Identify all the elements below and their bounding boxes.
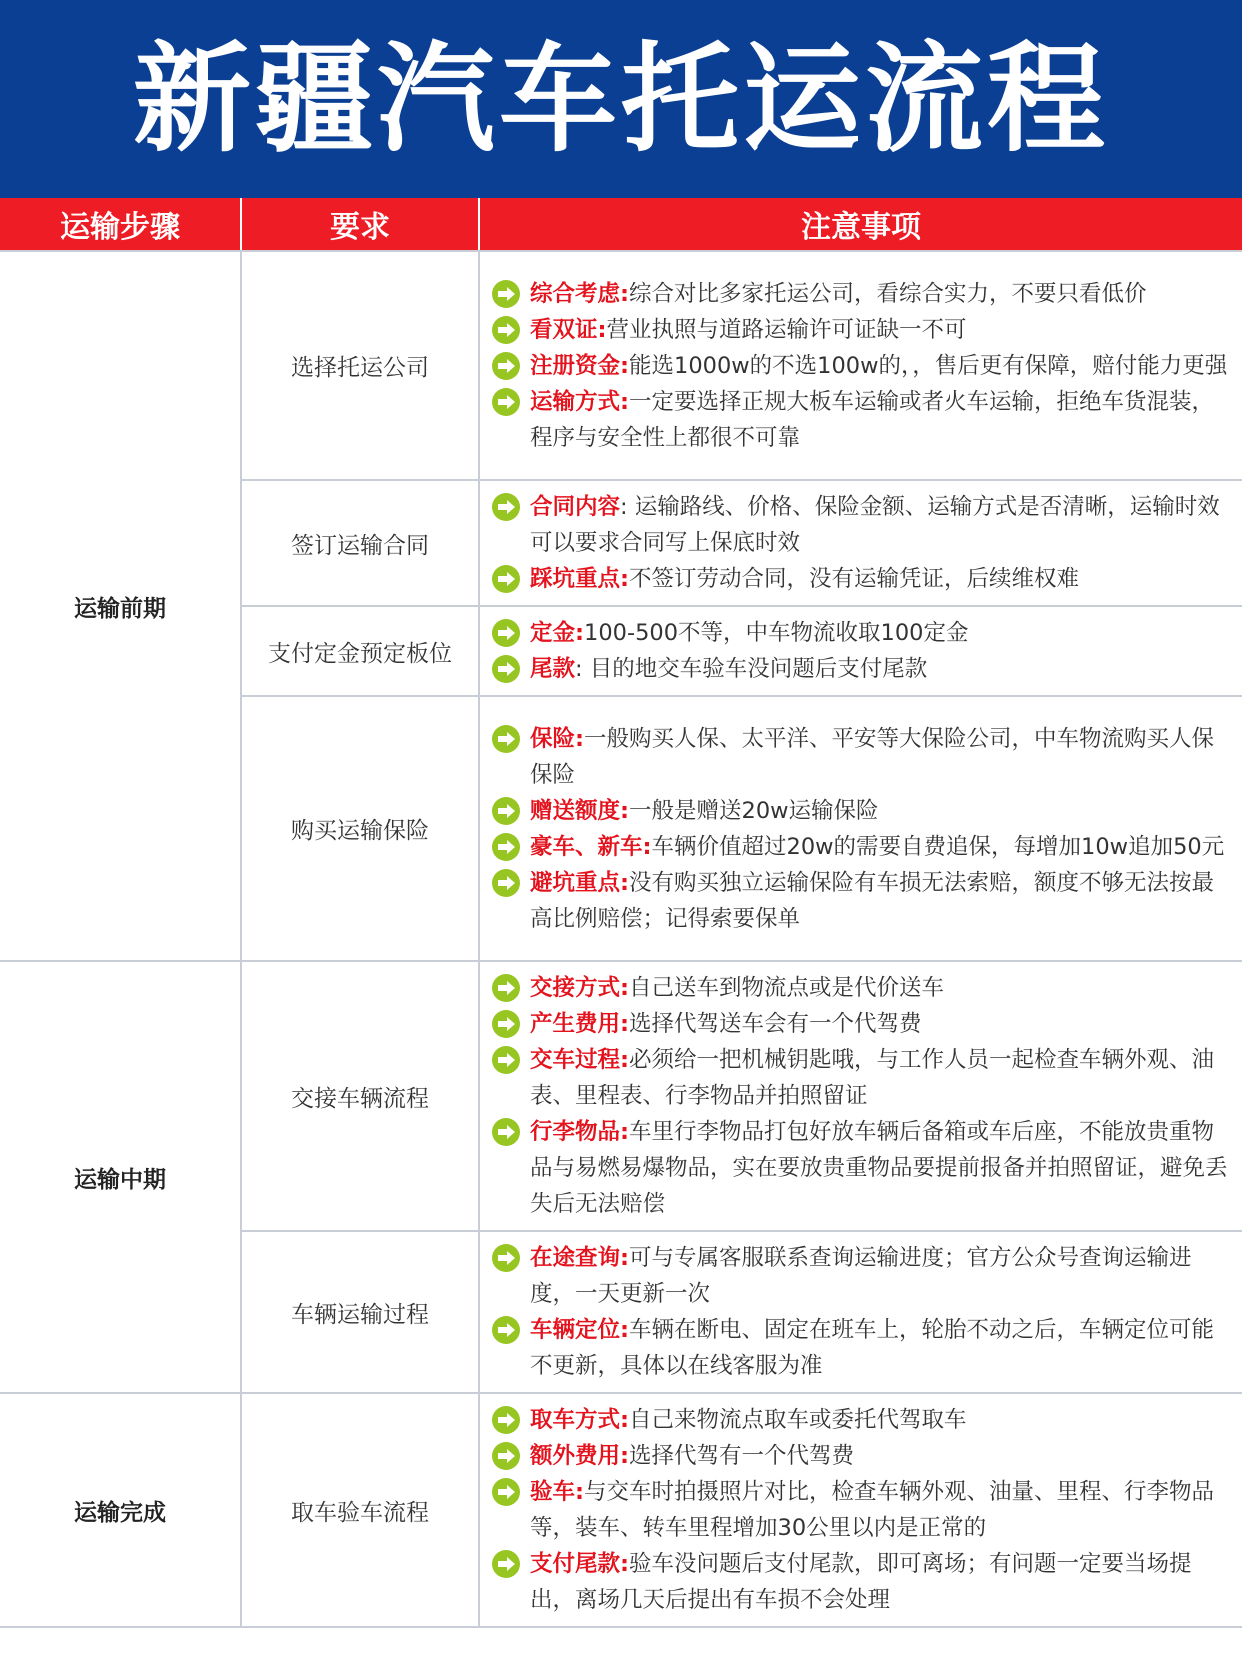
arrow-right-icon [492, 1316, 520, 1344]
note-label: 取车方式: [530, 1407, 629, 1433]
note-item [492, 1240, 1228, 1312]
arrow-right-icon [492, 655, 520, 683]
note-text [530, 970, 1228, 1006]
note-text [530, 489, 1228, 561]
note-item [492, 1474, 1228, 1546]
arrow-right-icon [492, 1244, 520, 1272]
note-label: 定金: [530, 620, 584, 646]
note-body: 能选1000w的不选100w的，，售后更有保障，赔付能力更强 [629, 352, 1228, 379]
note-text [530, 312, 1228, 348]
note-body: : 运输路线、价格、保险金额、运输方式是否清晰，运输时效可以要求合同写上保底时效 [530, 494, 1220, 556]
note-label: 支付尾款: [530, 1551, 629, 1577]
note-body: 一般购买人保、太平洋、平安等大保险公司，中车物流购买人保保险 [530, 725, 1215, 788]
requirement-cell: 签订运输合同 [241, 480, 479, 606]
arrow-right-icon [492, 352, 520, 380]
note-text [530, 1240, 1228, 1312]
arrow-right-icon [492, 280, 520, 308]
note-item [492, 1042, 1228, 1114]
note-text [530, 384, 1228, 456]
note-text [530, 1042, 1228, 1114]
note-body: 没有购买独立运输保险有车损无法索赔，额度不够无法按最高比例赔偿；记得索要保单 [530, 869, 1215, 932]
note-text [530, 561, 1228, 597]
note-label: 注册资金: [530, 352, 629, 379]
note-label: 综合考虑: [530, 280, 629, 307]
note-item [492, 489, 1228, 561]
note-text [530, 721, 1228, 793]
note-text [530, 615, 1228, 651]
note-item [492, 1402, 1228, 1438]
requirement-cell: 车辆运输过程 [241, 1231, 479, 1393]
arrow-right-icon [492, 316, 520, 344]
header-notes: 注意事项 [479, 198, 1242, 251]
step-cell: 运输中期 [0, 961, 241, 1393]
note-text [530, 276, 1228, 312]
note-text [530, 793, 1228, 829]
note-item [492, 970, 1228, 1006]
note-body: 必须给一把机械钥匙哦，与工作人员一起检查车辆外观、油表、里程表、行李物品并拍照留证 [530, 1047, 1215, 1109]
note-text [530, 865, 1228, 937]
note-item [492, 1438, 1228, 1474]
table-row [0, 1393, 1242, 1627]
note-body: 选择代驾有一个代驾费 [629, 1443, 855, 1469]
arrow-right-icon [492, 619, 520, 647]
note-text [530, 829, 1228, 865]
notes-cell [479, 251, 1242, 480]
note-label: 看双证: [530, 316, 607, 343]
notes-cell [479, 1393, 1242, 1627]
notes-cell [479, 696, 1242, 961]
note-label: 尾款 [530, 656, 576, 682]
note-label: 豪车、新车: [530, 833, 652, 860]
note-body: 选择代驾送车会有一个代驾费 [629, 1011, 922, 1037]
table-body [0, 251, 1242, 1627]
table-header [0, 198, 1242, 251]
note-item [492, 651, 1228, 687]
note-body: 可与专属客服联系查询运输进度；官方公众号查询运输进度，一天更新一次 [530, 1245, 1192, 1307]
note-text [530, 1546, 1228, 1618]
note-label: 运输方式: [530, 388, 629, 415]
arrow-right-icon [492, 388, 520, 416]
note-item [492, 721, 1228, 793]
requirement-cell: 选择托运公司 [241, 251, 479, 480]
title-banner [0, 0, 1242, 198]
arrow-right-icon [492, 1442, 520, 1470]
requirement-cell: 支付定金预定板位 [241, 606, 479, 696]
note-label: 在途查询: [530, 1245, 629, 1271]
note-item [492, 829, 1228, 865]
note-body: 验车没问题后支付尾款，即可离场；有问题一定要当场提出，离场几天后提出有车损不会处理 [530, 1551, 1192, 1613]
note-label: 行李物品: [530, 1119, 629, 1145]
note-item [492, 793, 1228, 829]
note-text [530, 1474, 1228, 1546]
note-item [492, 1312, 1228, 1384]
note-body: 营业执照与道路运输许可证缺一不可 [606, 316, 967, 343]
note-text [530, 1438, 1228, 1474]
note-item [492, 384, 1228, 456]
note-label: 交接方式: [530, 975, 629, 1001]
note-text [530, 1006, 1228, 1042]
note-item [492, 1006, 1228, 1042]
note-item [492, 561, 1228, 597]
note-item [492, 615, 1228, 651]
arrow-right-icon [492, 1550, 520, 1578]
note-label: 交车过程: [530, 1047, 629, 1073]
note-text [530, 1402, 1228, 1438]
arrow-right-icon [492, 1478, 520, 1506]
arrow-right-icon [492, 1406, 520, 1434]
step-cell: 运输前期 [0, 251, 241, 961]
note-body: 一般是赠送20w运输保险 [629, 797, 879, 824]
note-label: 赠送额度: [530, 797, 629, 824]
notes-cell [479, 606, 1242, 696]
note-label: 额外费用: [530, 1443, 629, 1469]
note-body: 一定要选择正规大板车运输或者火车运输，拒绝车货混装，程序与安全性上都很不可靠 [530, 388, 1215, 451]
arrow-right-icon [492, 725, 520, 753]
note-text [530, 1114, 1228, 1222]
arrow-right-icon [492, 869, 520, 897]
arrow-right-icon [492, 1010, 520, 1038]
arrow-right-icon [492, 974, 520, 1002]
note-label: 踩坑重点: [530, 566, 629, 592]
note-body: : 目的地交车验车没问题后支付尾款 [575, 656, 928, 682]
table-row [0, 251, 1242, 480]
note-label: 避坑重点: [530, 869, 629, 896]
note-body: 不签订劳动合同，没有运输凭证，后续维权难 [629, 566, 1080, 592]
arrow-right-icon [492, 1046, 520, 1074]
note-body: 车辆价值超过20w的需要自费追保，每增加10w追加50元 [651, 833, 1225, 860]
requirement-cell: 交接车辆流程 [241, 961, 479, 1231]
arrow-right-icon [492, 493, 520, 521]
note-item [492, 865, 1228, 937]
header-requirement: 要求 [241, 198, 479, 251]
arrow-right-icon [492, 565, 520, 593]
note-label: 产生费用: [530, 1011, 629, 1037]
note-label: 验车: [530, 1479, 584, 1505]
note-body: 自己来物流点取车或委托代驾取车 [629, 1407, 967, 1433]
requirement-cell: 购买运输保险 [241, 696, 479, 961]
note-text [530, 651, 1228, 687]
notes-cell [479, 480, 1242, 606]
process-table [0, 198, 1242, 1628]
note-body: 自己送车到物流点或是代价送车 [629, 975, 945, 1001]
note-body: 车里行李物品打包好放车辆后备箱或车后座，不能放贵重物品与易燃易爆物品，实在要放贵重物品要提前报备并拍照留证，避免丢失后无法赔偿 [530, 1119, 1228, 1217]
note-item [492, 312, 1228, 348]
table-row [0, 961, 1242, 1231]
note-item [492, 1114, 1228, 1222]
note-item [492, 1546, 1228, 1618]
arrow-right-icon [492, 1118, 520, 1146]
requirement-cell: 取车验车流程 [241, 1393, 479, 1627]
step-cell: 运输完成 [0, 1393, 241, 1627]
notes-cell [479, 1231, 1242, 1393]
header-step: 运输步骤 [0, 198, 241, 251]
note-label: 合同内容 [530, 494, 621, 520]
note-body: 车辆在断电、固定在班车上，轮胎不动之后，车辆定位可能不更新，具体以在线客服为准 [530, 1317, 1215, 1379]
note-label: 保险: [530, 725, 584, 752]
arrow-right-icon [492, 797, 520, 825]
page-title: 新疆汽车托运流程 [132, 30, 1109, 168]
note-body: 与交车时拍摄照片对比，检查车辆外观、油量、里程、行李物品等，装车、转车里程增加30公里以内是正常的 [530, 1479, 1215, 1541]
note-label: 车辆定位: [530, 1317, 629, 1343]
arrow-right-icon [492, 833, 520, 861]
notes-cell [479, 961, 1242, 1231]
note-body: 100-500不等，中车物流收取100定金 [584, 620, 969, 646]
note-body: 综合对比多家托运公司，看综合实力，不要只看低价 [629, 280, 1147, 307]
note-item [492, 348, 1228, 384]
note-text [530, 1312, 1228, 1384]
note-text [530, 348, 1228, 384]
note-item [492, 276, 1228, 312]
